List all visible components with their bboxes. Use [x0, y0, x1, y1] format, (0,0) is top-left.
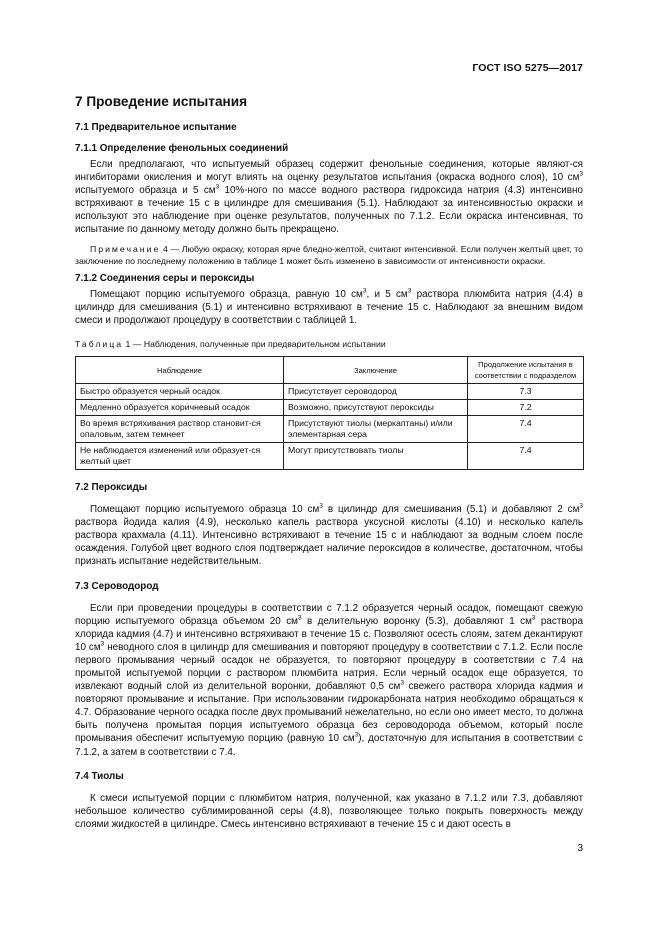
table-row [76, 384, 584, 400]
page-content [75, 94, 583, 831]
header-continuation: Продолжение испытания в соответствии с подразделом [468, 357, 584, 384]
subsection-cell: 7.4 [468, 416, 584, 443]
section-7-title: 7 Проведение испытания [75, 94, 247, 109]
observation-cell: Медленно образуется коричневый осадок [76, 400, 284, 416]
paragraph-7-4: К смеси испытуемой порции с плюмбитом натрия, полученной, как указано в 7.1.2 или 7.3, добавляют небольшое количество сублимированной серы (4.8), позволяющее только покрыть поверхность между слоями жидкостей в цилиндре. Смесь интенсивно встряхивают в течение 15 с и дают осесть в [75, 792, 583, 830]
table-header-row [76, 357, 584, 384]
subsection-cell: 7.4 [468, 443, 584, 470]
paragraph-7-1-1: Если предполагают, что испытуемый образец содержит фенольные соединения, которые являют-ся ингибиторами окисления и могут влиять на оценку результатов испытания (окраска водного слоя), 10 $см^3$ испытуемого образца и 5 $см^3$ 10%-ного по массе водного раствора гидроксида натрия (4.3) интенсивно встряхивают в течение 15 с в цилиндре для смешивания (5.1). Наблюдают за интенсивностью окраски и используют это наблюдение при оценке результатов, полученных по 7.1.2. Если окраска интенсивная, то испытание по данному методу должно быть прекращено. [75, 159, 583, 236]
conclusion-cell: Присутствует сероводород [284, 384, 468, 400]
table-1-caption: Таблица 1 — Наблюдения, полученные при предварительном испытании [75, 339, 386, 350]
subsection-7-2-title: 7.2 Пероксиды [75, 482, 148, 494]
conclusion-cell: Возможно, присутствуют пероксиды [284, 400, 468, 416]
observation-cell: Во время встряхивания раствор становит-ся опаловым, затем темнеет [76, 416, 284, 443]
conclusion-cell: Могут присутствовать тиолы [284, 443, 468, 470]
standard-designation: ГОСТ ISO 5275—2017 [472, 62, 583, 74]
observation-cell: Не наблюдается изменений или образует-ся желтый цвет [76, 443, 284, 470]
table-row [76, 400, 584, 416]
subsection-cell: 7.3 [468, 384, 584, 400]
conclusion-cell: Присутствуют тиолы (меркаптаны) и/или элементарная сера [284, 416, 468, 443]
header-observation: Наблюдение [76, 357, 284, 384]
table-row [76, 443, 584, 470]
subsection-7-1-1-title: 7.1.1 Определение фенольных соединений [75, 143, 289, 154]
table-row [76, 416, 584, 443]
subsection-7-4-title: 7.4 Тиолы [75, 770, 124, 782]
header-conclusion: Заключение [284, 357, 468, 384]
page-number: 3 [577, 843, 583, 854]
note-4: Примечание 4 — Любую окраску, которая ярче бледно-желтой, считают интенсивной. Если получен желтый цвет, то заключение по последнему положению в таблице 1 может быть изменено в зависимости от интенсивности окраски. [75, 243, 583, 266]
subsection-7-1-title: 7.1 Предварительное испытание [75, 122, 237, 133]
paragraph-7-3: Если при проведении процедуры в соответствии с 7.1.2 образуется черный осадок, помещают свежую порцию испытуемого образца объемом 20 $см^3$ в делительную воронку (5.3), добавляют 1 $см^3$ раствора хлорида кадмия (4.7) и интенсивно встряхивают в течение 15 с. Позволяют осесть слоям, затем декантируют 10 $см^3$ неводного слоя в цилиндр для смешивания и повторяют процедуру в соответствии с 7.1.2. Если после первого промывания черный осадок не образуется, то повторяют процедуру в соответствии с 7.4 на промытой испытуемой порции с раствором плюмбита натрия. Если черный осадок еще образуется, то извлекают водный слой из делительной воронки, добавляют 0,5 $см^3$ свежего раствора хлорида кадмия и повторяют промывание и испытание. При использовании гидрокарбоната натрия необходимо обращаться к 4.7. Образование черного осадка после двух промываний нежелательно, но если оно имеет место, то должна быть получена промытая порция испытуемого образца без сероводорода объемом, который после промывания обеспечит испытуемую порцию (равную 10 $см^3$), достаточную для испытания в соответствии с 7.1.2, а затем в соответствии с 7.4. [75, 602, 583, 758]
paragraph-7-1-2: Помещают порцию испытуемого образца, равную 10 $см^3$, и 5 $см^3$ раствора плюмбита натрия (4.4) в цилиндр для смешивания (5.1) и интенсивно встряхивают в течение 15 с. Наблюдают за внешним видом смеси и продолжают процедуру в соответствии с таблицей 1. [75, 287, 583, 326]
paragraph-7-2: Помещают порцию испытуемого образца 10 $см^3$ в цилиндр для смешивания (5.1) и добавляют 2 $см^3$ раствора йодида калия (4.9), несколько капель раствора уксусной кислоты (4.10) и несколько капель раствора крахмала (4.11). Интенсивно встряхивают в течение 15 с и наблюдают за водным слоем после осаждения. Голубой цвет водного слоя подтверждает наличие пероксидов в количестве, достаточном, чтобы признать испытание недействительным. [75, 502, 584, 568]
subsection-7-1-2-title: 7.1.2 Соединения серы и пероксиды [75, 272, 255, 284]
subsection-cell: 7.2 [468, 400, 584, 416]
observation-cell: Быстро образуется черный осадок [76, 384, 284, 400]
subsection-7-3-title: 7.3 Сероводород [75, 580, 159, 592]
observations-table [75, 356, 584, 470]
